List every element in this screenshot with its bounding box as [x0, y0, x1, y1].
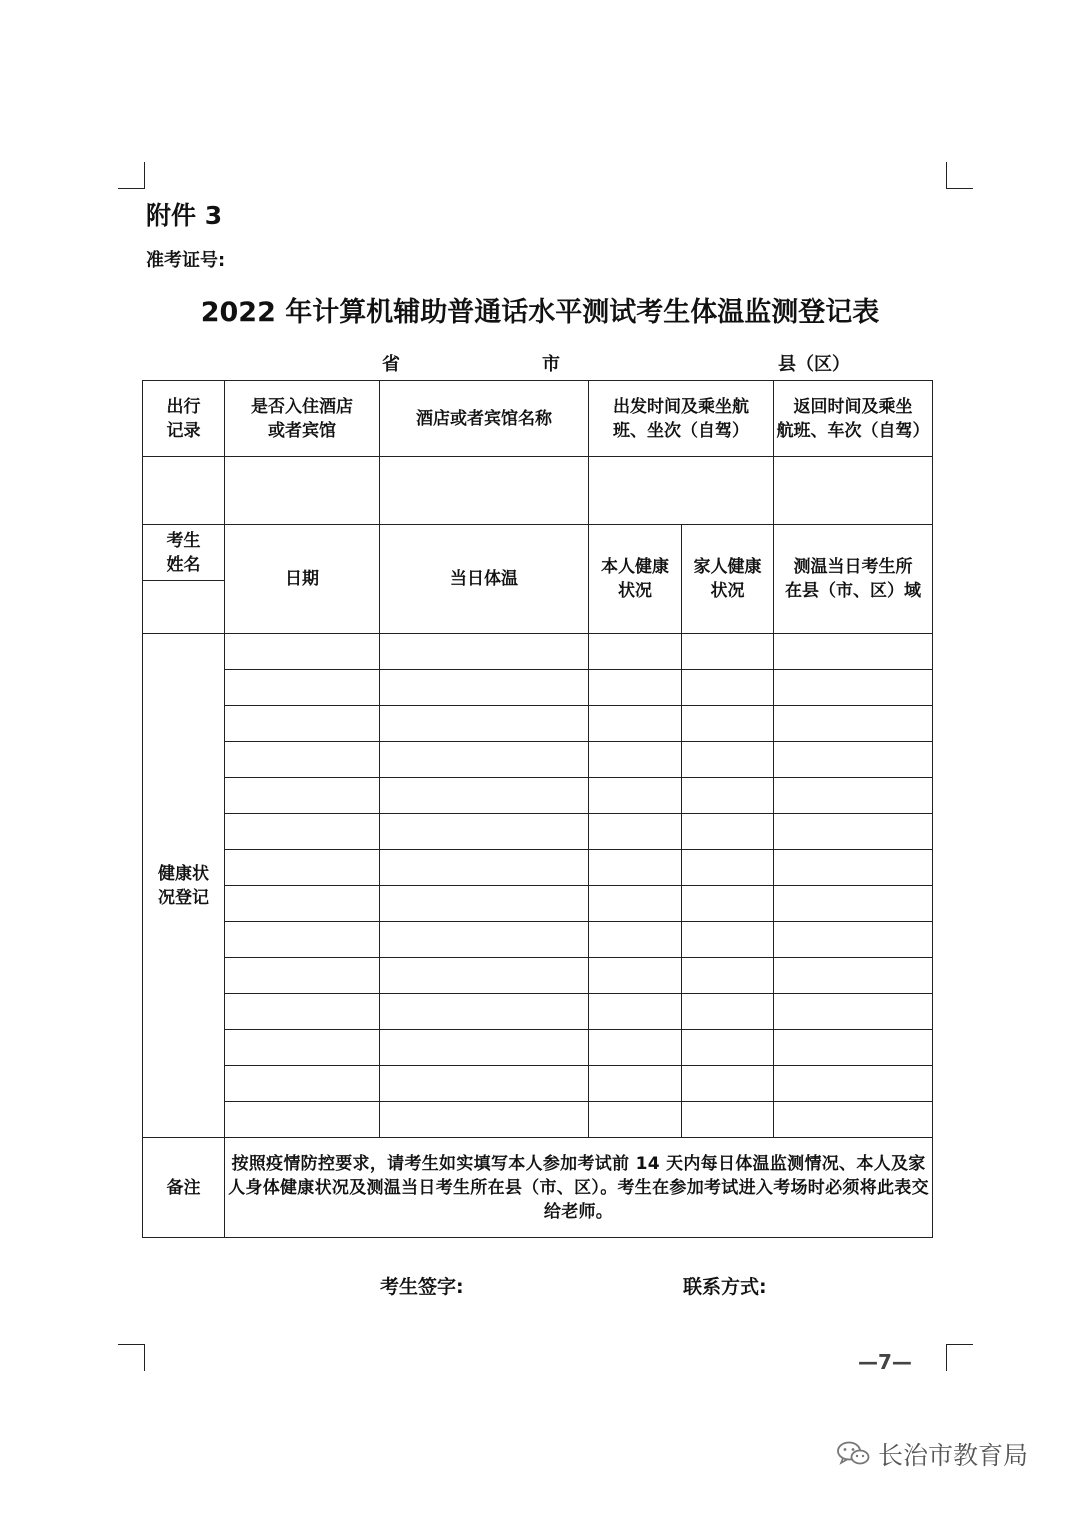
self-health-cell[interactable]	[589, 1102, 682, 1138]
health-row	[143, 1102, 933, 1138]
family-health-cell[interactable]	[682, 886, 774, 922]
location-cell[interactable]	[774, 958, 933, 994]
departure-header: 出发时间及乘坐航 班、坐次（自驾）	[589, 381, 774, 457]
health-row	[143, 778, 933, 814]
health-row	[143, 958, 933, 994]
self-health-cell[interactable]	[589, 994, 682, 1030]
self-health-header: 本人健康 状况	[589, 525, 682, 634]
date-cell[interactable]	[225, 1102, 380, 1138]
temperature-cell[interactable]	[380, 1030, 589, 1066]
family-health-cell[interactable]	[682, 1030, 774, 1066]
departure-cell[interactable]	[589, 457, 774, 525]
temperature-cell[interactable]	[380, 886, 589, 922]
location-cell[interactable]	[774, 850, 933, 886]
temperature-cell[interactable]	[380, 670, 589, 706]
ticket-number-label: 准考证号:	[146, 250, 226, 271]
self-health-cell[interactable]	[589, 778, 682, 814]
health-header-row	[143, 525, 933, 581]
family-health-cell[interactable]	[682, 958, 774, 994]
family-health-cell[interactable]	[682, 706, 774, 742]
family-health-cell[interactable]	[682, 994, 774, 1030]
contact-label: 联系方式:	[683, 1276, 767, 1298]
location-cell[interactable]	[774, 814, 933, 850]
date-cell[interactable]	[225, 670, 380, 706]
hotel-name-cell[interactable]	[380, 457, 589, 525]
hotel-stay-cell[interactable]	[225, 457, 380, 525]
self-health-cell[interactable]	[589, 706, 682, 742]
hotel-name-header: 酒店或者宾馆名称	[380, 381, 589, 457]
family-health-cell[interactable]	[682, 778, 774, 814]
location-cell[interactable]	[774, 922, 933, 958]
health-registration-label: 健康状 况登记	[143, 634, 225, 1138]
health-row	[143, 886, 933, 922]
self-health-cell[interactable]	[589, 670, 682, 706]
location-cell[interactable]	[774, 634, 933, 670]
travel-header-row	[143, 381, 933, 457]
travel-record-cell[interactable]	[143, 457, 225, 525]
self-health-cell[interactable]	[589, 886, 682, 922]
health-row	[143, 706, 933, 742]
date-cell[interactable]	[225, 886, 380, 922]
family-health-cell[interactable]	[682, 634, 774, 670]
date-cell[interactable]	[225, 778, 380, 814]
self-health-cell[interactable]	[589, 958, 682, 994]
family-health-cell[interactable]	[682, 1102, 774, 1138]
health-row	[143, 634, 933, 670]
remarks-label: 备注	[143, 1138, 225, 1238]
health-row	[143, 1030, 933, 1066]
travel-data-row	[143, 457, 933, 525]
date-cell[interactable]	[225, 958, 380, 994]
temperature-cell[interactable]	[380, 922, 589, 958]
family-health-cell[interactable]	[682, 742, 774, 778]
self-health-cell[interactable]	[589, 1030, 682, 1066]
date-cell[interactable]	[225, 850, 380, 886]
date-cell[interactable]	[225, 742, 380, 778]
health-row	[143, 850, 933, 886]
date-cell[interactable]	[225, 1030, 380, 1066]
location-cell[interactable]	[774, 994, 933, 1030]
remarks-row	[143, 1138, 933, 1238]
county-label: 县（区）	[778, 354, 850, 375]
return-header: 返回时间及乘坐 航班、车次（自驾）	[774, 381, 933, 457]
temperature-cell[interactable]	[380, 778, 589, 814]
health-row	[143, 742, 933, 778]
self-health-cell[interactable]	[589, 1066, 682, 1102]
watermark-text: 长治市教育局	[878, 1441, 1029, 1470]
self-health-cell[interactable]	[589, 922, 682, 958]
date-cell[interactable]	[225, 814, 380, 850]
location-cell[interactable]	[774, 778, 933, 814]
date-cell[interactable]	[225, 634, 380, 670]
family-health-cell[interactable]	[682, 814, 774, 850]
health-row	[143, 670, 933, 706]
health-row	[143, 814, 933, 850]
watermark	[836, 1436, 1028, 1472]
self-health-cell[interactable]	[589, 742, 682, 778]
crop-mark-top-left	[118, 162, 145, 189]
temperature-cell[interactable]	[380, 958, 589, 994]
date-cell[interactable]	[225, 922, 380, 958]
temperature-cell[interactable]	[380, 994, 589, 1030]
temperature-cell[interactable]	[380, 850, 589, 886]
location-cell[interactable]	[774, 670, 933, 706]
health-row	[143, 1066, 933, 1102]
location-cell[interactable]	[774, 706, 933, 742]
remarks-text: 按照疫情防控要求，请考生如实填写本人参加考试前 14 天内每日体温监测情况、本人及家人身体健康状况及测温当日考生所在县（市、区）。考生在参加考试进入考场时必须将此表交给老师。	[225, 1138, 933, 1238]
date-cell[interactable]	[225, 706, 380, 742]
candidate-name-header: 考生 姓名	[143, 525, 225, 581]
location-header: 测温当日考生所 在县（市、区）域	[774, 525, 933, 634]
attachment-label: 附件 3	[146, 201, 223, 230]
family-health-cell[interactable]	[682, 1066, 774, 1102]
wechat-icon	[836, 1440, 870, 1468]
temperature-cell[interactable]	[380, 1102, 589, 1138]
candidate-signature-label: 考生签字:	[380, 1276, 464, 1298]
crop-mark-bottom-right	[946, 1344, 973, 1371]
family-health-header: 家人健康 状况	[682, 525, 774, 634]
location-cell[interactable]	[774, 742, 933, 778]
temperature-cell[interactable]	[380, 706, 589, 742]
family-health-cell[interactable]	[682, 670, 774, 706]
self-health-cell[interactable]	[589, 814, 682, 850]
candidate-name-cell[interactable]	[143, 581, 225, 634]
date-cell[interactable]	[225, 994, 380, 1030]
location-cell[interactable]	[774, 1030, 933, 1066]
health-record-rows	[143, 634, 933, 1138]
page-number: —7—	[858, 1350, 912, 1374]
date-header: 日期	[225, 525, 380, 634]
location-cell[interactable]	[774, 1102, 933, 1138]
family-health-cell[interactable]	[682, 922, 774, 958]
return-cell[interactable]	[774, 457, 933, 525]
family-health-cell[interactable]	[682, 850, 774, 886]
crop-mark-top-right	[946, 162, 973, 189]
city-label: 市	[542, 354, 560, 375]
province-label: 省	[382, 354, 400, 375]
self-health-cell[interactable]	[589, 634, 682, 670]
location-cell[interactable]	[774, 886, 933, 922]
registration-table	[142, 380, 933, 1238]
health-row	[143, 994, 933, 1030]
temperature-header: 当日体温	[380, 525, 589, 634]
crop-mark-bottom-left	[118, 1344, 145, 1371]
hotel-stay-header: 是否入住酒店 或者宾馆	[225, 381, 380, 457]
temperature-cell[interactable]	[380, 1066, 589, 1102]
self-health-cell[interactable]	[589, 850, 682, 886]
document-title: 2022 年计算机辅助普通话水平测试考生体温监测登记表	[200, 297, 880, 328]
temperature-cell[interactable]	[380, 814, 589, 850]
location-cell[interactable]	[774, 1066, 933, 1102]
health-row	[143, 922, 933, 958]
temperature-cell[interactable]	[380, 742, 589, 778]
travel-record-header: 出行 记录	[143, 381, 225, 457]
date-cell[interactable]	[225, 1066, 380, 1102]
temperature-cell[interactable]	[380, 634, 589, 670]
